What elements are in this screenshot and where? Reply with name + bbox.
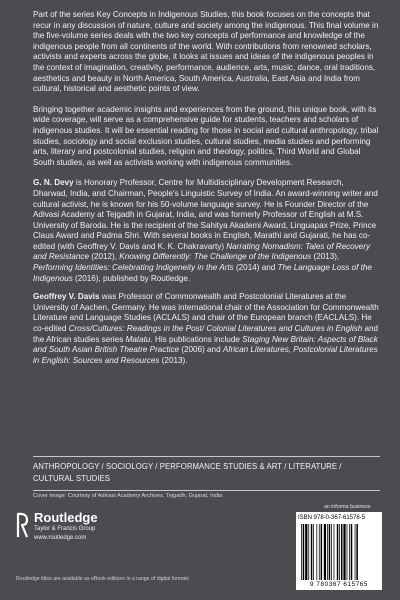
cover-image-credit: Cover image: Courtesy of Adivasi Academy Archives, Tejgadh, Gujarat, India: [33, 493, 223, 499]
isbn-label: ISBN 978-0-367-61576-5: [298, 515, 366, 521]
book-title: The Language Loss of the Indigenous: [33, 263, 372, 283]
book-title: Narrating Nomadism: Tales of Recovery and Resistance: [33, 241, 371, 262]
barcode-image: [298, 524, 380, 580]
back-cover-text: [33, 10, 379, 376]
divider-bottom: [33, 490, 380, 491]
subject-categories: ANTHROPOLOGY / SOCIOLOGY / PERFORMANCE STUDIES & ART / LITERATURE / CULTURAL STUDIES: [33, 462, 342, 483]
author-bio-devy: G. N. Devy is Honorary Professor, Centre for Multidisciplinary Development Research, Dharwad, India, and Chairman, People's Linguistic Survey of India. An award-winning writer and cultural activist, he is known for his 50-volume language survey. He is Founder Director of the Adivasi Academy at Tejgadh in Gujarat, India, and was formerly Professor of English at M.S. University of Baroda. He is the recipient of the Sahitya Akademi Award, Linguapax Prize, Prince Claus Award and Padma Shri. With several books in English, Marathi and Gujarati, he has co-edited (with Geoffrey V. Davis and K. K. Chakravarty) Narrating Nomadism: Tales of Recovery and Resistance (2012), Knowing Differently: The Challenge of the Indigenous (2013), Performing Identities: Celebrating Indigeneity in the Arts (2014) and The Language Loss of the Indigenous (2016), published by Routledge.: [33, 178, 378, 283]
publisher-group: Taylor & Francis Group: [34, 526, 96, 532]
author-name: Geoffrey V. Davis: [33, 292, 100, 302]
routledge-logo-icon: [16, 511, 29, 539]
book-title: African Literatures, Postcolonial Literatures in English: Sources and Resources: [33, 345, 378, 365]
informa-tagline: an informa business: [324, 504, 371, 510]
author-bio-davis: Geoffrey V. Davis was Professor of Commonwealth and Postcolonial Literatures at the University of Aachen, Germany. He was international chair of the Association for Commonwealth Literature and Language Studies (ACLALS) and chair of the European branch (EACLALS). He co-edited Cross/Cultures: Readings in the Post/ Colonial Literatures and Cultures in English and the African studies series Matatu. His publications include Staging New Britain: Aspects of Black and South Asian British Theatre Practice (2006) and African Literatures, Postcolonial Literatures in English: Sources and Resources (2013).: [33, 292, 379, 365]
book-title: Cross/Cultures: Readings in the Post/ Colonial Literatures and Cultures in English: [68, 324, 363, 334]
ebook-availability-note: Routledge titles are available as eBook editions in a range of digital formats: [16, 576, 190, 582]
book-title: Matatu: [125, 334, 151, 344]
book-title: Knowing Differently: The Challenge of the Indigenous: [119, 252, 312, 262]
description-paragraph-1: Part of the series Key Concepts in Indigenous Studies, this book focuses on the concepts that recur in any discussion of nature, culture and society among the indigenous. This final volume in the five-volume series deals with the two key concepts of performance and knowledge of the indigenous people from all continents of the world. With contributions from renowned scholars, activists and experts across the globe, it looks at issues and ideas of the indigenous peoples in the context of imagination, creativity, performance, audience, arts, music, dance, oral traditions, aesthetics and beauty in North America, South America, Australia, East Asia and India from cultural, historical and aesthetic points of view.: [33, 10, 379, 94]
author-name: G. N. Devy: [33, 178, 74, 188]
book-title: Staging New Britain: Aspects of Black and South Asian British Theatre Practice: [33, 334, 378, 355]
publisher-name: Routledge: [34, 510, 98, 525]
barcode-number: 9 780367 615765: [309, 581, 369, 588]
description-paragraph-2: Bringing together academic insights and experiences from the ground, this unique book, with its wide coverage, will serve as a comprehensive guide for students, teachers and scholars of indigenous studies. It will be essential reading for those in social and cultural anthropology, tribal studies, sociology and social exclusion studies, cultural studies, media studies and performing arts, literary and postcolonial studies, religion and theology, politics, Third World and Global South studies, as well as activists working with indigenous communities.: [33, 104, 379, 167]
divider-top: [33, 456, 380, 457]
barcode-panel: [296, 512, 382, 590]
book-title: Performing Identities: Celebrating Indigeneity in the Arts: [33, 263, 234, 273]
publisher-url: www.routledge.com: [34, 535, 87, 541]
routledge-logo: [16, 509, 136, 549]
